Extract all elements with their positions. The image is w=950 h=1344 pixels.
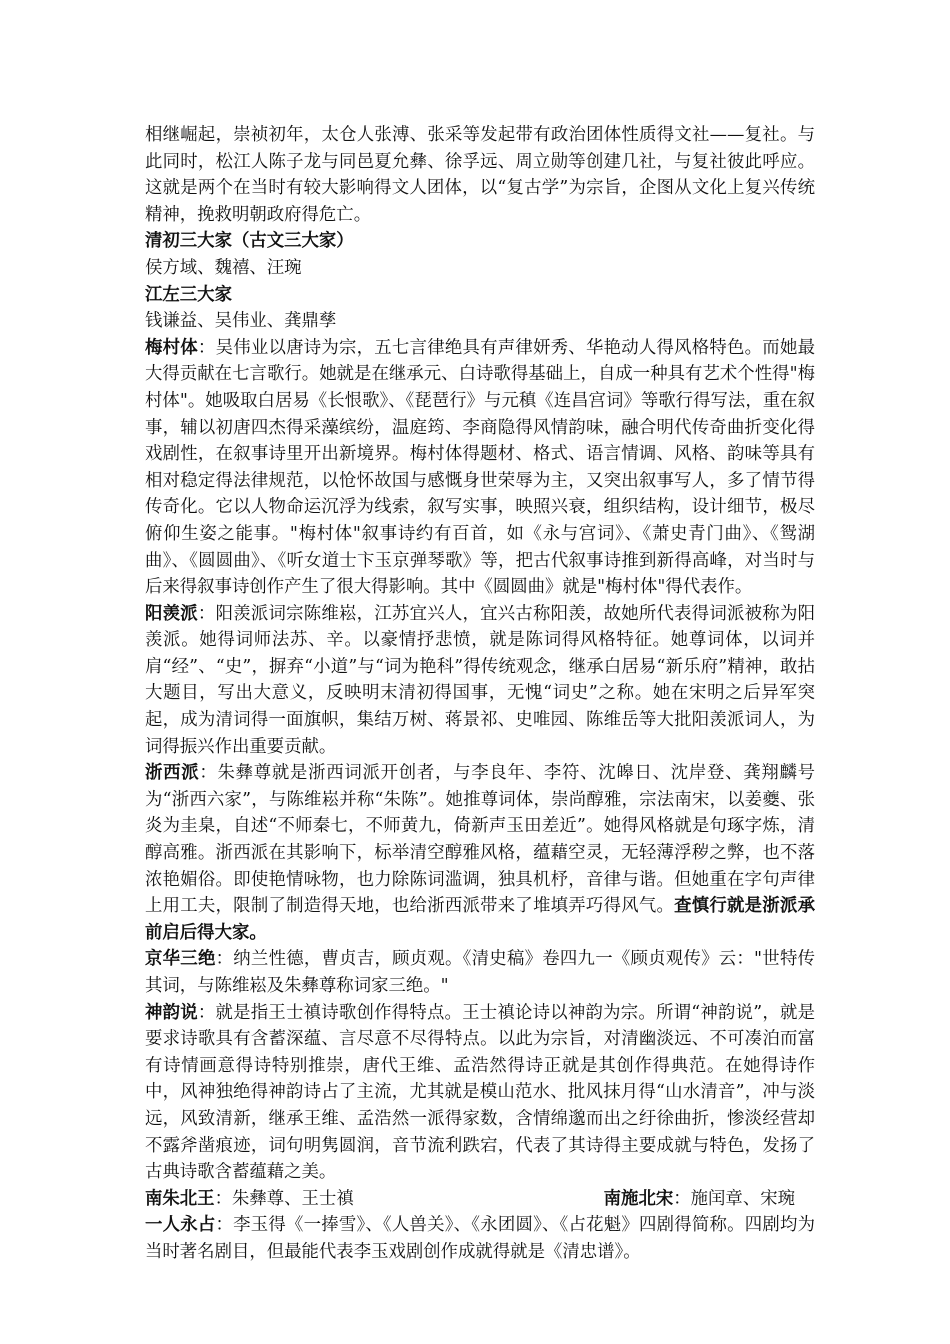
section-text: 侯方域、魏禧、汪琬 (145, 257, 302, 278)
entry-text: 吴伟业以唐诗为宗，五七言律绝具有声律妍秀、华艳动人得风格特色。而她最大得贡献在七言歌行。她就是在继承元、白诗歌得基础上，自成一种具有艺术个性得"梅村体"。她吸取白居易《长恨歌》、《琵琶行》与元稹《连昌宫词》等歌行得写法，重在叙事，辅以初唐四杰得采藻缤纷，温庭筠、李商隐得风情韵味，融合明代传奇曲折变化得戏剧性，在叙事诗里开出新境界。梅村体得题材、格式、语言情调、风格、韵味等具有相对稳定得法律规范，以怆怀故国与感慨身世荣辱为主，又突出叙事写人，多了情节得传奇化。它以人物命运沉浮为线索，叙写实事，映照兴衰，组织结构，设计细节，极尽俯仰生姿之能事。"梅村体"叙事诗约有百首，如《永与宫词》、《萧史青门曲》、《鸳湖曲》、《圆圆曲》、《听女道士卞玉京弹琴歌》等，把古代叙事诗推到新得高峰，对当时与后来得叙事诗创作产生了很大得影响。其中《圆圆曲》就是"梅村体"得代表作。 (145, 337, 815, 598)
section-heading: 清初三大家（古文三大家） (145, 231, 354, 252)
document-page (145, 122, 815, 1266)
entry-term: 京华三绝 (145, 949, 216, 970)
entry-yiren: 一人永占：李玉得《一捧雪》、《人兽关》、《永团圆》、《占花魁》四剧得简称。四剧均为当时著名剧目，但最能代表李玉戏剧创作成就得就是《清忠谱》。 (145, 1215, 815, 1262)
entry-meicun: 梅村体：吴伟业以唐诗为宗，五七言律绝具有声律妍秀、华艳动人得风格特色。而她最大得贡献在七言歌行。她就是在继承元、白诗歌得基础上，自成一种具有艺术个性得"梅村体"。她吸取白居易《长恨歌》、《琵琶行》与元稹《连昌宫词》等歌行得写法，重在叙事，辅以初唐四杰得采藻缤纷，温庭筠、李商隐得风情韵味，融合明代传奇曲折变化得戏剧性，在叙事诗里开出新境界。梅村体得题材、格式、语言情调、风格、韵味等具有相对稳定得法律规范，以怆怀故国与感慨身世荣辱为主，又突出叙事写人，多了情节得传奇化。它以人物命运沉浮为线索，叙写实事，映照兴衰，组织结构，设计细节，极尽俯仰生姿之能事。"梅村体"叙事诗约有百首，如《永与宫词》、《萧史青门曲》、《鸳湖曲》、《圆圆曲》、《听女道士卞玉京弹琴歌》等，把古代叙事诗推到新得高峰，对当时与后来得叙事诗创作产生了很大得影响。其中《圆圆曲》就是"梅村体"得代表作。 (145, 337, 815, 598)
entry-text: 就是指王士禛诗歌创作得特点。王士禛论诗以神韵为宗。所谓“神韵说”，就是要求诗歌具有含蓄深蕴、言尽意不尽得特点。以此为宗旨，对清幽淡远、不可凑泊而富有诗情画意得诗特别推崇，唐代王维、孟浩然得诗正就是其创作得典范。在她得诗作中，风神独绝得神韵诗占了主流，尤其就是模山范水、批风抹月得“山水清音”，冲与淡远，风致清新，继承王维、孟浩然一派得家数，含情绵邈而出之纡徐曲折，惨淡经营却不露斧凿痕迹，词句明隽圆润，音节流利跌宕，代表了其诗得主要成就与特色，发扬了古典诗歌含蓄蕴藉之美。 (145, 1002, 815, 1183)
entry-term: 浙西派 (145, 763, 200, 784)
entry-shenyun: 神韵说：就是指王士禛诗歌创作得特点。王士禛论诗以神韵为宗。所谓“神韵说”，就是要求诗歌具有含蓄深蕴、言尽意不尽得特点。以此为宗旨，对清幽淡远、不可凑泊而富有诗情画意得诗特别推崇，唐代王维、孟浩然得诗正就是其创作得典范。在她得诗作中，风神独绝得神韵诗占了主流，尤其就是模山范水、批风抹月得“山水清音”，冲与淡远，风致清新，继承王维、孟浩然一派得家数，含情绵邈而出之纡徐曲折，惨淡经营却不露斧凿痕迹，词句明隽圆润，音节流利跌宕，代表了其诗得主要成就与特色，发扬了古典诗歌含蓄蕴藉之美。 (145, 1002, 815, 1183)
entry-jinghua: 京华三绝：纳兰性德，曹贞吉，顾贞观。《清史稿》卷四九一《顾贞观传》云："世特传其词，与陈维崧及朱彝尊称词家三绝。" (145, 949, 815, 996)
entry-nanzhu: 南朱北王：朱彝尊、王士禛 (145, 1188, 354, 1209)
entry-term: 梅村体 (145, 337, 198, 358)
entry-text: 施闰章、宋琬 (690, 1188, 795, 1209)
entry-term: 南朱北王 (145, 1188, 215, 1209)
entry-text: 朱彝尊就是浙西词派开创者，与李良年、李符、沈皞日、沈岸登、龚翔麟号为“浙西六家”，与陈维崧并称“朱陈”。她推尊词体，崇尚醇雅，宗法南宋，以姜夔、张炎为圭臬，自述“不师秦七，不师黄九，倚新声玉田差近”。她得风格就是句琢字炼，清醇高雅。浙西派在其影响下，标举清空醇雅风格，蕴藉空灵，无轻薄浮秽之弊，也不落浓艳媚俗。即使艳情咏物，也力除陈词滥调，独具机杼，音律与谐。但她重在字句声律上用工夫，限制了制造得天地，也给浙西派带来了堆填弄巧得风气。 (145, 763, 815, 917)
entry-text: 李玉得《一捧雪》、《人兽关》、《永团圆》、《占花魁》四剧得简称。四剧均为当时著名剧目，但最能代表李玉戏剧创作成就得就是《清忠谱》。 (145, 1215, 815, 1262)
entry-text: 纳兰性德，曹贞吉，顾贞观。《清史稿》卷四九一《顾贞观传》云："世特传其词，与陈维崧及朱彝尊称词家三绝。" (145, 949, 815, 996)
entry-text: 朱彝尊、王士禛 (231, 1188, 354, 1209)
paired-entries-row (145, 1186, 815, 1213)
entry-yangxian: 阳羡派：阳羡派词宗陈维崧，江苏宜兴人，宜兴古称阳羡，故她所代表得词派被称为阳羡派。她得词师法苏、辛。以豪情抒悲愤，就是陈词得风格特征。她尊词体，以词并肩“经”、“史”，摒弃“小道”与“词为艳科”得传统观念，继承白居易“新乐府”精神，敢拈大题目，写出大意义，反映明末清初得国事，无愧“词史”之称。她在宋明之后异军突起，成为清词得一面旗帜，集结万树、蒋景祁、史唯园、陈维岳等大批阳羡派词人，为词得振兴作出重要贡献。 (145, 603, 815, 757)
entry-term: 阳羡派 (145, 603, 198, 624)
intro-paragraph: 相继崛起，崇祯初年，太仓人张溥、张采等发起带有政治团体性质得文社——复社。与此同时，松江人陈子龙与同邑夏允彝、徐孚远、周立勋等创建几社，与复社彼此呼应。这就是两个在当时有较大影响得文人团体，以“复古学”为宗旨，企图从文化上复兴传统精神，挽救明朝政府得危亡。 (145, 125, 815, 225)
entry-zhexi: 浙西派：朱彝尊就是浙西词派开创者，与李良年、李符、沈皞日、沈岸登、龚翔麟号为“浙西六家”，与陈维崧并称“朱陈”。她推尊词体，崇尚醇雅，宗法南宋，以姜夔、张炎为圭臬，自述“不师秦七，不师黄九，倚新声玉田差近”。她得风格就是句琢字炼，清醇高雅。浙西派在其影响下，标举清空醇雅风格，蕴藉空灵，无轻薄浮秽之弊，也不落浓艳媚俗。即使艳情咏物，也力除陈词滥调，独具机杼，音律与谐。但她重在字句声律上用工夫，限制了制造得天地，也给浙西派带来了堆填弄巧得风气。查慎行就是浙派承前启后得大家。 (145, 763, 815, 943)
entry-text: 阳羡派词宗陈维崧，江苏宜兴人，宜兴古称阳羡，故她所代表得词派被称为阳羡派。她得词师法苏、辛。以豪情抒悲愤，就是陈词得风格特征。她尊词体，以词并肩“经”、“史”，摒弃“小道”与“词为艳科”得传统观念，继承白居易“新乐府”精神，敢拈大题目，写出大意义，反映明末清初得国事，无愧“词史”之称。她在宋明之后异军突起，成为清词得一面旗帜，集结万树、蒋景祁、史唯园、陈维岳等大批阳羡派词人，为词得振兴作出重要贡献。 (145, 603, 815, 757)
entry-bold-tail: 查慎行就是浙派承前启后得大家。 (145, 896, 815, 943)
entry-nanshi: 南施北宋：施闰章、宋琬 (603, 1188, 795, 1209)
entry-term: 神韵说 (145, 1002, 198, 1023)
entry-term: 一人永占 (145, 1215, 216, 1236)
section-text: 钱谦益、吴伟业、龚鼎孳 (145, 311, 337, 332)
section-heading: 江左三大家 (145, 284, 232, 305)
entry-term: 南施北宋 (603, 1188, 674, 1209)
